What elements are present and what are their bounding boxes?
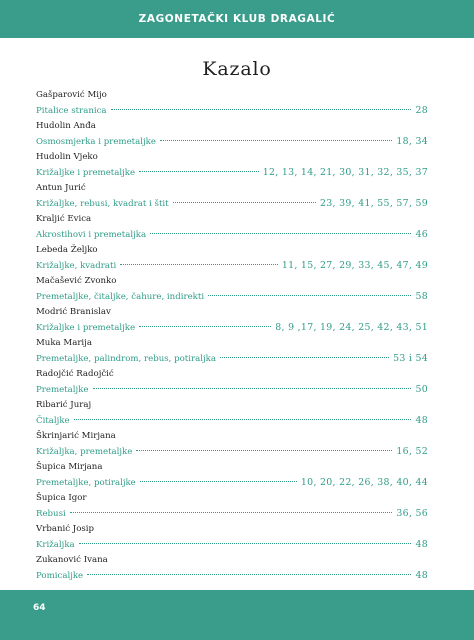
topics-row [36,475,428,491]
dot-leader [208,295,411,296]
page-numbers: 23, 39, 41, 55, 57, 59 [320,198,428,209]
topics-text: Križaljka, premetaljke [36,447,133,457]
topics-text: Križaljke i premetaljke [36,168,136,178]
author-name: Škrinjarić Mirjana [36,431,116,441]
index-entry [36,460,428,491]
topics-text: Pitalice stranica [36,106,107,116]
topics-text: Pomicaljke [36,571,84,581]
index-entry [36,243,428,274]
author-name: Zukanović Ivana [36,555,108,565]
author-name: Hudolin Vjeko [36,152,98,162]
topics-text: Rebusi [36,509,66,519]
index-entry [36,274,428,305]
header-title: ZAGONETAČKI KLUB DRAGALIĆ [138,13,336,25]
header-band [0,0,474,38]
page-numbers: 11, 15, 27, 29, 33, 45, 47, 49 [281,260,428,271]
index-entry [36,491,428,522]
topics-text: Križaljke, kvadrati [36,261,117,271]
topics-text: Premetaljke [36,385,89,395]
page-numbers: 48 [415,539,428,550]
topics-text: Čitaljke [36,416,70,426]
page-numbers: 28 [415,105,428,116]
dot-leader [160,140,392,141]
dot-leader [79,543,412,544]
author-name: Lebeda Željko [36,245,98,255]
topics-text: Premetaljke, palindrom, rebus, potiraljka [36,354,216,364]
index-entry [36,398,428,429]
index-entry [36,212,428,243]
topics-row [36,103,428,119]
dot-leader [173,202,316,203]
page-numbers: 46 [415,229,428,240]
dot-leader [87,574,411,575]
author-name: Ribarić Juraj [36,400,92,410]
topics-row [36,506,428,522]
topics-text: Premetaljke, čitaljke, čahure, indirekti [36,292,205,302]
page-numbers: 58 [415,291,428,302]
page-numbers: 36, 56 [396,508,428,519]
author-name: Vrbanić Josip [36,524,95,534]
dot-leader [139,171,259,172]
index-entry [36,150,428,181]
dot-leader [139,326,271,327]
page-numbers: 48 [415,570,428,581]
index-entry [36,181,428,212]
dot-leader [140,481,297,482]
topics-row [36,568,428,584]
index-entry [36,429,428,460]
author-name: Šupica Igor [36,493,87,503]
dot-leader [150,233,411,234]
page-numbers: 10, 20, 22, 26, 38, 40, 44 [300,477,428,488]
author-name: Gašparović Mijo [36,90,107,100]
author-name: Šupica Mirjana [36,462,103,472]
topics-row [36,258,428,274]
author-name: Kraljić Evica [36,214,92,224]
topics-row [36,537,428,553]
index-entry [36,305,428,336]
dot-leader [120,264,278,265]
author-name: Muka Marija [36,338,92,348]
topics-text: Osmosmjerka i premetaljke [36,137,156,147]
author-name: Antun Jurić [36,183,86,193]
page-numbers: 48 [415,415,428,426]
index-entry [36,88,428,119]
topics-row [36,196,428,212]
page-numbers: 18, 34 [396,136,428,147]
topics-row [36,351,428,367]
dot-leader [111,109,412,110]
index-entry [36,553,428,584]
page-number: 64 [33,603,46,613]
index-entry [36,119,428,150]
dot-leader [74,419,412,420]
topics-row [36,413,428,429]
page-title: Kazalo [202,58,272,80]
index-entry [36,336,428,367]
index-list [36,88,428,584]
topics-text: Premetaljke, potiraljke [36,478,136,488]
author-name: Hudolin Anđa [36,121,96,131]
author-name: Radojčić Radojčić [36,369,114,379]
topics-row [36,320,428,336]
topics-text: Križaljke i premetaljke [36,323,136,333]
page-numbers: 12, 13, 14, 21, 30, 31, 32, 35, 37 [262,167,428,178]
footer-band [0,590,474,640]
topics-text: Križaljka [36,540,75,550]
index-entry [36,522,428,553]
topics-text: Križaljke, rebusi, kvadrat i štit [36,199,169,209]
topics-row [36,227,428,243]
page-numbers: 50 [415,384,428,395]
topics-row [36,289,428,305]
dot-leader [136,450,392,451]
topics-row [36,382,428,398]
page-numbers: 8, 9 ,17, 19, 24, 25, 42, 43, 51 [275,322,428,333]
topics-row [36,444,428,460]
topics-row [36,165,428,181]
page-numbers: 53 i 54 [393,353,428,364]
topics-text: Akrostihovi i premetaljka [36,230,147,240]
page-numbers: 16, 52 [396,446,428,457]
dot-leader [220,357,389,358]
topics-row [36,134,428,150]
index-entry [36,367,428,398]
author-name: Mačašević Zvonko [36,276,117,286]
author-name: Modrić Branislav [36,307,111,317]
dot-leader [93,388,412,389]
dot-leader [70,512,393,513]
